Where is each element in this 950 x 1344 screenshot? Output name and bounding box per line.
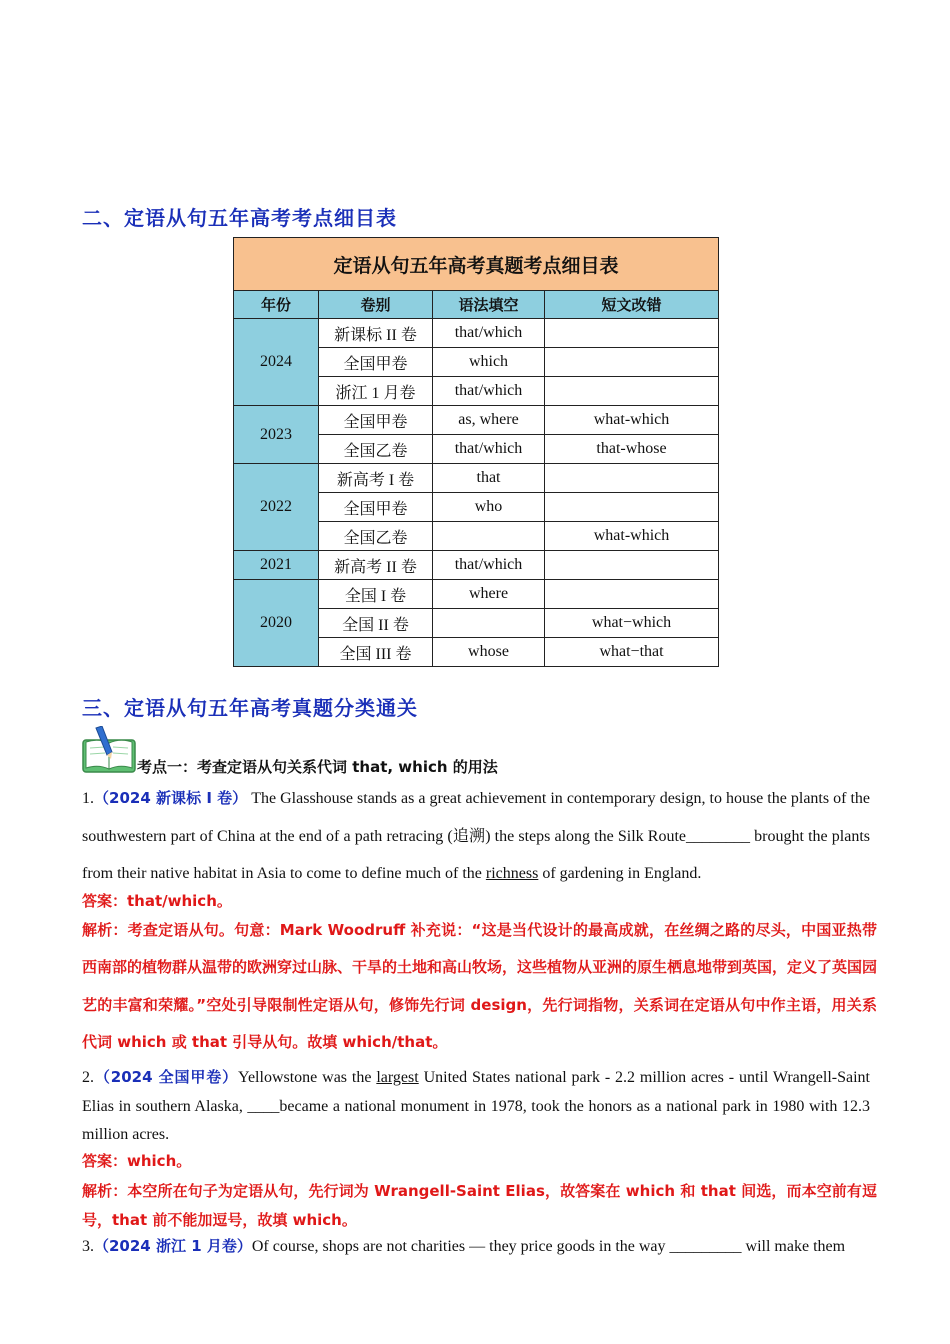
grammar-cell [433,609,545,638]
question-1 [82,780,870,893]
year-cell: 2024 [234,319,319,406]
question-text: The Glasshouse stands as a great achievement in contemporary design, to house the plants of the southwestern part of China at the end of a path retracing (追溯) the steps along the Silk Route________ brought the plants from their native habitat in Asia to come to define much of the [82,790,871,882]
paper-cell: 全国 II 卷 [319,609,433,638]
year-cell: 2022 [234,464,319,551]
correction-cell: what−which [545,609,719,638]
correction-cell [545,319,719,348]
correction-cell [545,551,719,580]
year-cell: 2020 [234,580,319,667]
grammar-cell: as, where [433,406,545,435]
grammar-cell [433,522,545,551]
question-source: （2024 全国甲卷） [94,1068,238,1086]
question-2 [82,1063,870,1150]
answer-1: 答案：that/which。 [82,892,232,910]
notebook-pencil-icon [82,726,138,774]
paper-cell: 全国甲卷 [319,348,433,377]
correction-cell [545,377,719,406]
underlined-word: richness [485,865,539,882]
question-number: 1. [82,790,94,807]
paper-cell: 浙江 1 月卷 [319,377,433,406]
correction-cell [545,348,719,377]
grammar-cell: that/which [433,435,545,464]
paper-cell: 全国乙卷 [319,435,433,464]
analysis-1: 解析：考查定语从句。句意：Mark Woodruff 补充说：“这是当代设计的最高成就，在丝绸之路的尽头，中国亚热带西南部的植物群从温带的欧洲穿过山脉、干旱的土地和高山牧场，这些植物从亚洲的原生栖息地带到英国，定义了英国园艺的丰富和荣耀。”空处引导限制性定语从句，修饰先行词 design，先行词指物，关系词在定语从句中作主语，用关系代词 which 或 that 引导从句。故填 which/that。 [82,921,878,1051]
paper-cell: 全国 I 卷 [319,580,433,609]
paper-cell: 全国甲卷 [319,493,433,522]
question-text-end: of gardening in England. [538,865,702,882]
grammar-cell: that/which [433,377,545,406]
year-cell: 2021 [234,551,319,580]
question-text: Of course, shops are not charities — they price goods in the way _________ will make them [251,1238,846,1255]
underlined-word: largest [376,1069,419,1086]
paper-cell: 全国乙卷 [319,522,433,551]
question-text: Yellowstone was the [238,1069,377,1086]
analysis-2: 解析：本空所在句子为定语从句，先行词为 Wrangell-Saint Elias，故答案在 which 和 that 间选，而本空前有逗号，that 前不能加逗号，故填 which。 [82,1182,877,1229]
year-cell: 2023 [234,406,319,464]
keypoint-block [82,726,682,774]
grammar-cell: that/which [433,319,545,348]
grammar-cell: that/which [433,551,545,580]
grammar-cell: whose [433,638,545,667]
header-grammar: 语法填空 [433,291,545,319]
paper-cell: 全国 III 卷 [319,638,433,667]
grammar-cell: that [433,464,545,493]
correction-cell: what-which [545,406,719,435]
correction-cell: that-whose [545,435,719,464]
grammar-cell: where [433,580,545,609]
question-source: （2024 浙江 1 月卷） [94,1237,252,1255]
exam-points-table [233,237,719,667]
question-number: 2. [82,1069,94,1086]
answer-2: 答案：which。 [82,1152,192,1170]
section-heading: 三、定语从句五年高考真题分类通关 [82,696,418,720]
paper-cell: 全国甲卷 [319,406,433,435]
question-source: （2024 新课标 I 卷） [94,789,248,807]
grammar-cell: who [433,493,545,522]
correction-cell: what−that [545,638,719,667]
correction-cell [545,493,719,522]
grammar-cell: which [433,348,545,377]
paper-cell: 新高考 II 卷 [319,551,433,580]
table-caption: 定语从句五年高考真题考点细目表 [234,238,719,291]
header-paper: 卷别 [319,291,433,319]
header-correction: 短文改错 [545,291,719,319]
paper-cell: 新课标 II 卷 [319,319,433,348]
question-number: 3. [82,1238,94,1255]
header-year: 年份 [234,291,319,319]
keypoint-label: 考点一：考查定语从句关系代词 that, which 的用法 [137,758,498,776]
question-text-end: United States national park - 2.2 million acres - until Wrangell-Saint Elias in southern Alaska, ____became a national monument in 1978, took the honors as a national park in 1980 with 12.3 million acres. [82,1069,870,1143]
correction-cell: what-which [545,522,719,551]
section-heading: 二、定语从句五年高考考点细目表 [82,206,397,230]
question-3 [82,1232,870,1261]
correction-cell [545,580,719,609]
paper-cell: 新高考 I 卷 [319,464,433,493]
correction-cell [545,464,719,493]
